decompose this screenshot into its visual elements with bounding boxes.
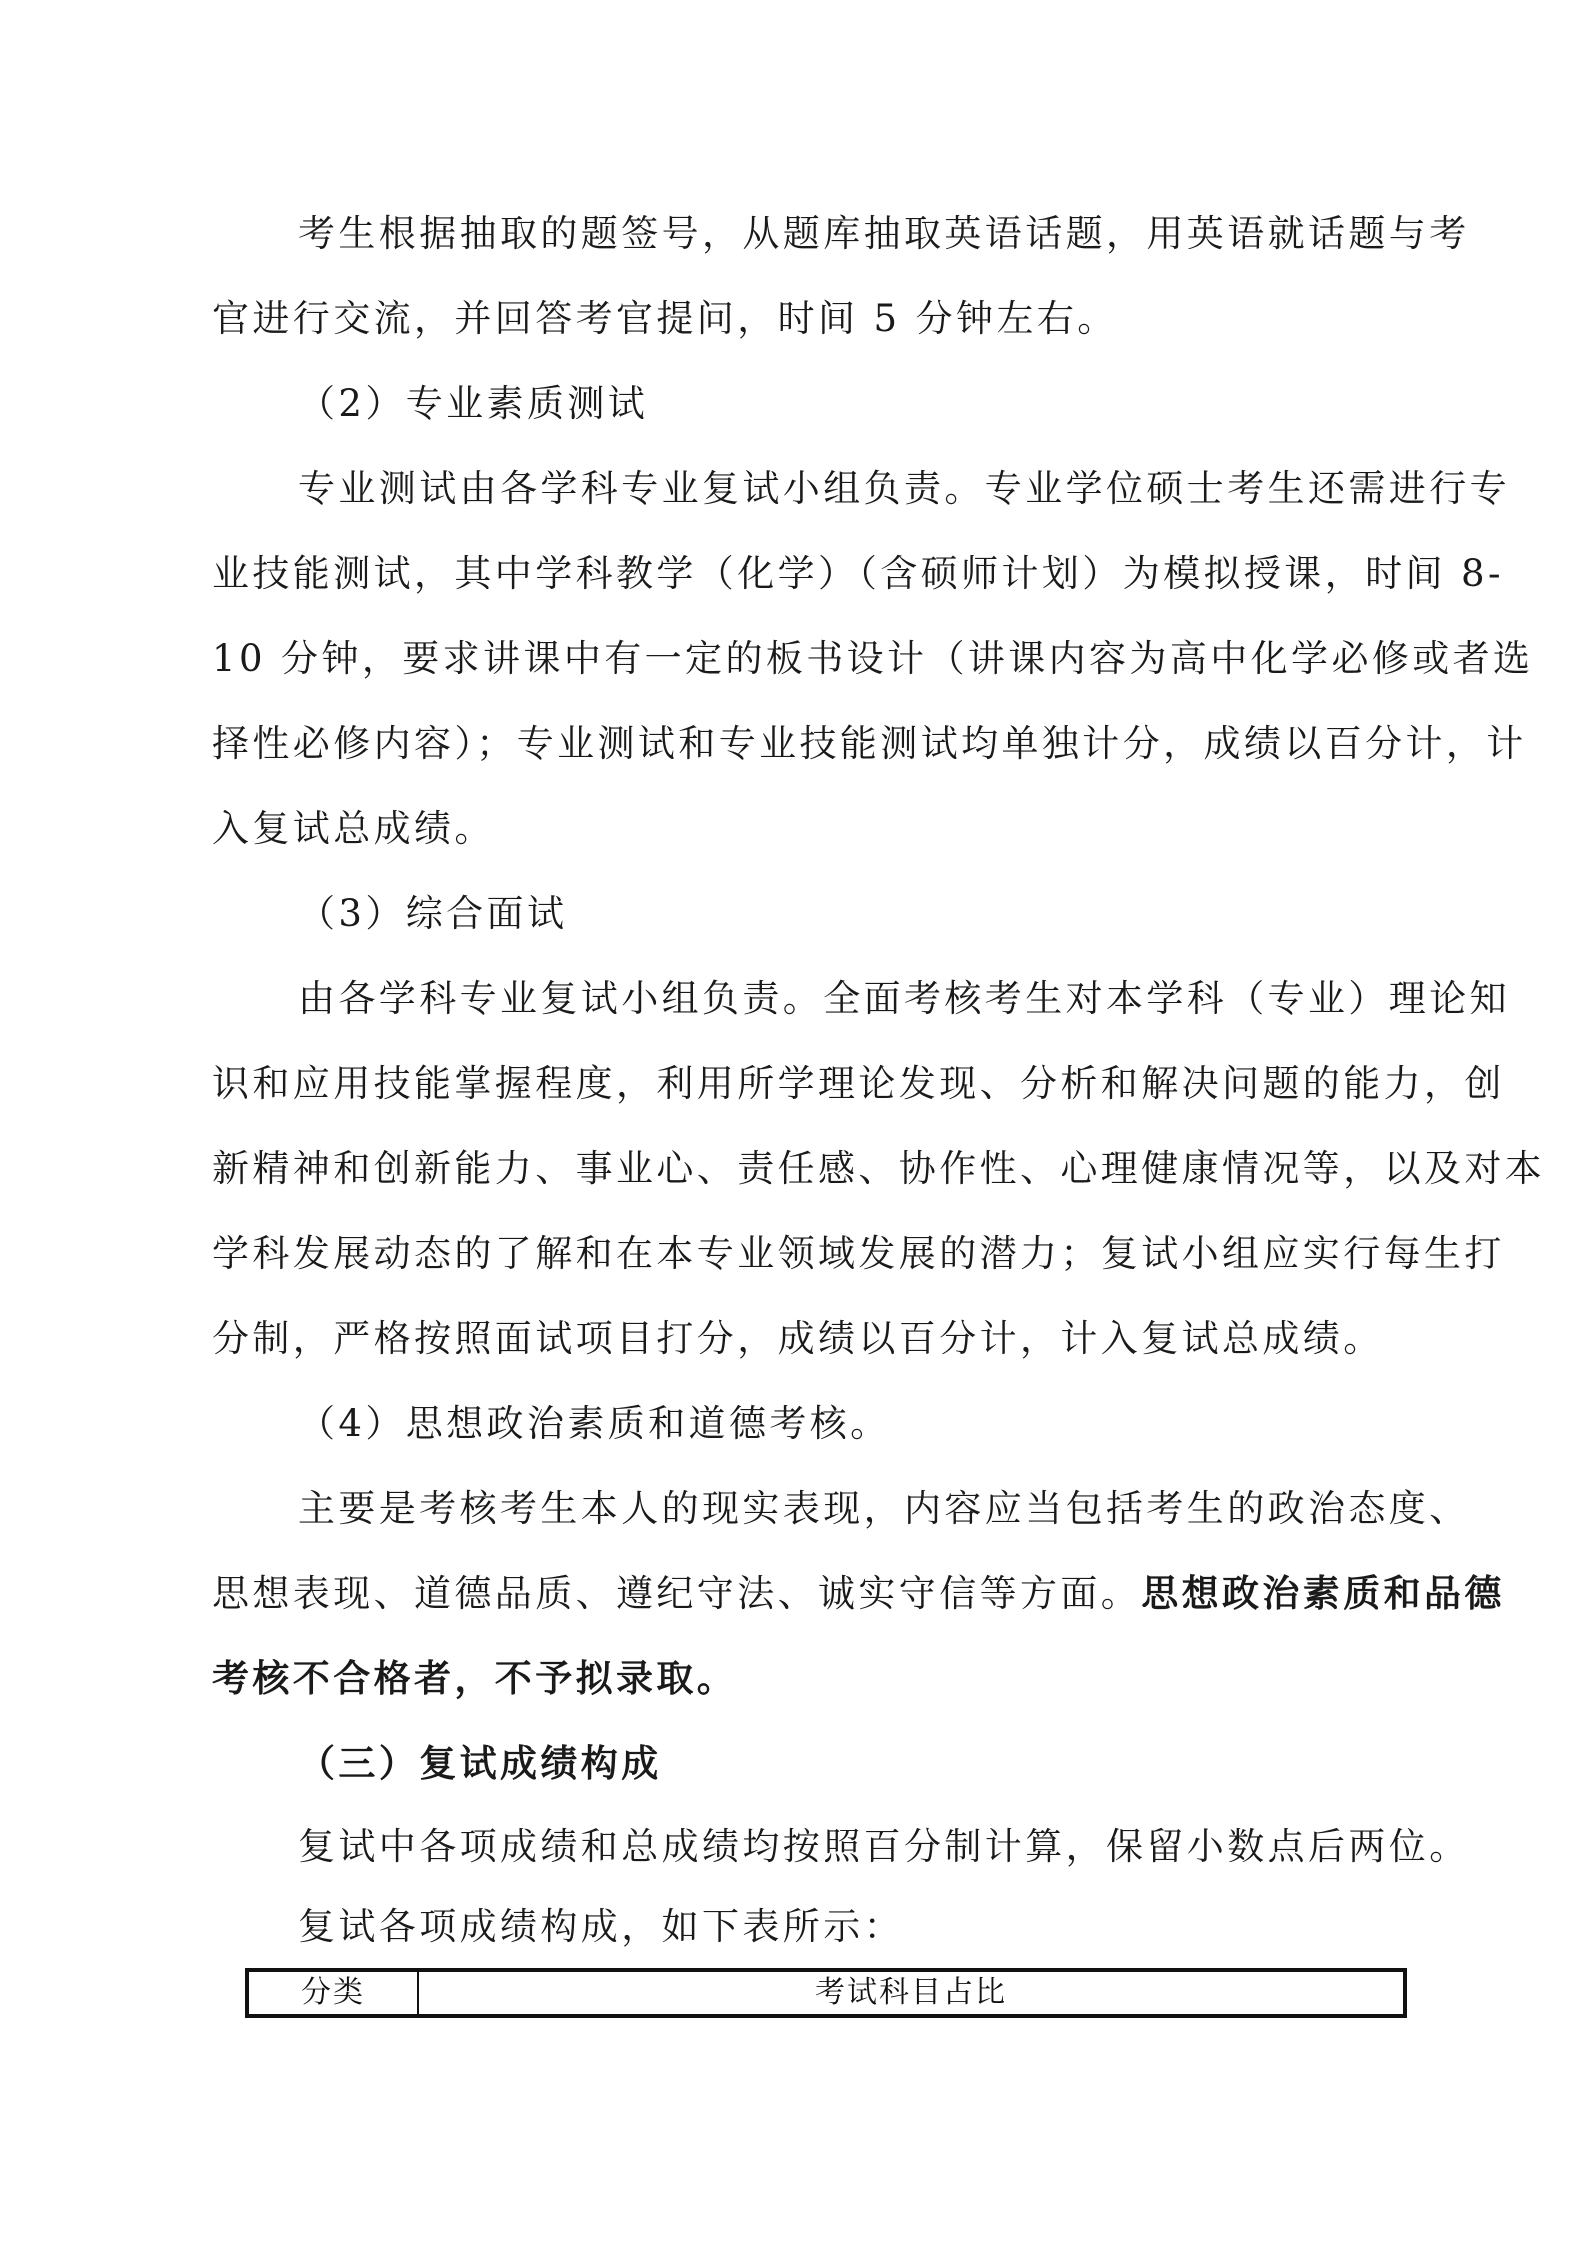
p4-line1: 主要是考核考生本人的现实表现，内容应当包括考生的政治态度、 [298, 1487, 1470, 1530]
subheading-4: （4）思想政治素质和道德考核。 [298, 1402, 891, 1445]
p2-line3: 10 分钟，要求讲课中有一定的板书设计（讲课内容为高中化学必修或者选 [212, 637, 1534, 680]
section-heading-3: （三）复试成绩构成 [298, 1741, 662, 1785]
p2-line2: 业技能测试，其中学科教学（化学）（含硕师计划）为模拟授课，时间 8- [212, 552, 1504, 595]
subheading-2: （2）专业素质测试 [298, 382, 649, 425]
p2-line4: 择性必修内容）；专业测试和专业技能测试均单独计分，成绩以百分计，计 [212, 722, 1527, 765]
p4-line3-bold: 考核不合格者，不予拟录取。 [212, 1656, 738, 1700]
p2-line1: 专业测试由各学科专业复试小组负责。专业学位硕士考生还需进行专 [298, 467, 1510, 510]
p3-line1: 由各学科专业复试小组负责。全面考核考生对本学科（专业）理论知 [298, 977, 1510, 1020]
table-header-category: 分类 [249, 1972, 419, 2014]
p3-line5: 分制，严格按照面试项目打分，成绩以百分计，计入复试总成绩。 [212, 1317, 1384, 1360]
p5-line: 复试中各项成绩和总成绩均按照百分制计算，保留小数点后两位。 [298, 1825, 1470, 1868]
p6-line: 复试各项成绩构成，如下表所示： [298, 1905, 904, 1948]
p3-line2: 识和应用技能掌握程度，利用所学理论发现、分析和解决问题的能力，创 [212, 1062, 1505, 1105]
score-composition-table [245, 1968, 1407, 2018]
p1-line2: 官进行交流，并回答考官提问，时间 5 分钟左右。 [212, 297, 1118, 340]
p4-line2-plain: 思想表现、道德品质、遵纪守法、诚实守信等方面。 [212, 1572, 1142, 1615]
subheading-3: （3）综合面试 [298, 892, 568, 935]
table-header-subject-ratio: 考试科目占比 [815, 1975, 1007, 2010]
p4-line2 [212, 1571, 1505, 1615]
p3-line4: 学科发展动态的了解和在本专业领域发展的潜力；复试小组应实行每生打 [212, 1232, 1505, 1275]
p4-line2-bold: 思想政治素质和品德 [1141, 1571, 1505, 1615]
p1-line1: 考生根据抽取的题签号，从题库抽取英语话题，用英语就话题与考 [298, 212, 1470, 255]
p2-line5: 入复试总成绩。 [212, 807, 495, 850]
p3-line3: 新精神和创新能力、事业心、责任感、协作性、心理健康情况等，以及对本 [212, 1147, 1546, 1190]
